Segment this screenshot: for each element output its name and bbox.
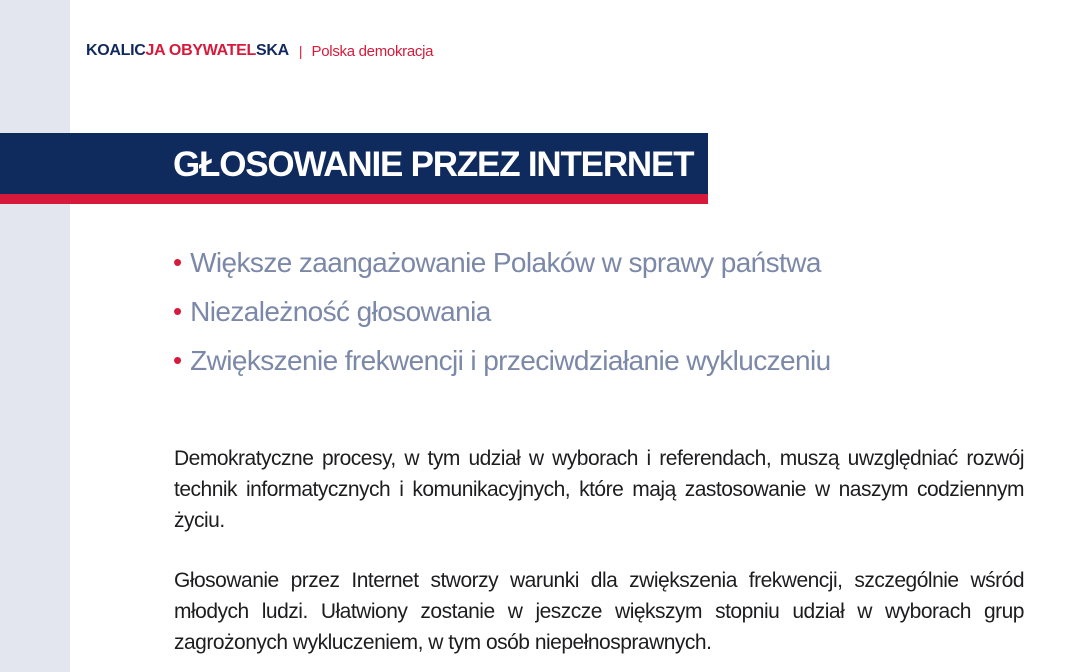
section-title: GŁOSOWANIE PRZEZ INTERNET [173,145,694,184]
bullet-text: Niezależność głosowania [190,295,491,327]
bullet-text: Większe zaangażowanie Polaków w sprawy państwa [190,246,821,278]
body-paragraph: Głosowanie przez Internet stworzy warunki dla zwiększenia frekwencji, szczególnie wśród młodych ludzi. Ułatwiony zostanie w jeszcze większym stopniu udział w wyborach grup zagrożonych wykluczeniem, w tym osób niepełnosprawnych. [174,569,1024,654]
document-header [86,40,433,62]
bullet-text: Zwiększenie frekwencji i przeciwdziałanie wykluczeniu [190,344,831,376]
logo-part-2: JA OBYWATEL [145,42,257,59]
left-margin-strip [0,0,70,672]
bullet-marker-icon: • [173,345,183,375]
header-separator: | [298,43,303,59]
logo-part-1: KOALIC [86,42,146,59]
bullet-marker-icon: • [173,247,183,277]
bullet-marker-icon: • [173,296,183,326]
party-logo [86,42,289,60]
bullet-list [173,238,831,385]
bullet-item [173,287,831,336]
body-paragraph: Demokratyczne procesy, w tym udział w wyborach i referendach, muszą uwzględniać rozwój technik informatycznych i komunikacyjnych, które mają zastosowanie w naszym codziennym życiu. [174,447,1024,532]
header-tagline: Polska demokracja [311,42,434,60]
section-title-bar [0,133,708,204]
title-bar-red-stripe [0,194,708,204]
bullet-item [173,336,831,385]
logo-part-3: SKA [256,42,289,59]
bullet-item [173,238,831,287]
